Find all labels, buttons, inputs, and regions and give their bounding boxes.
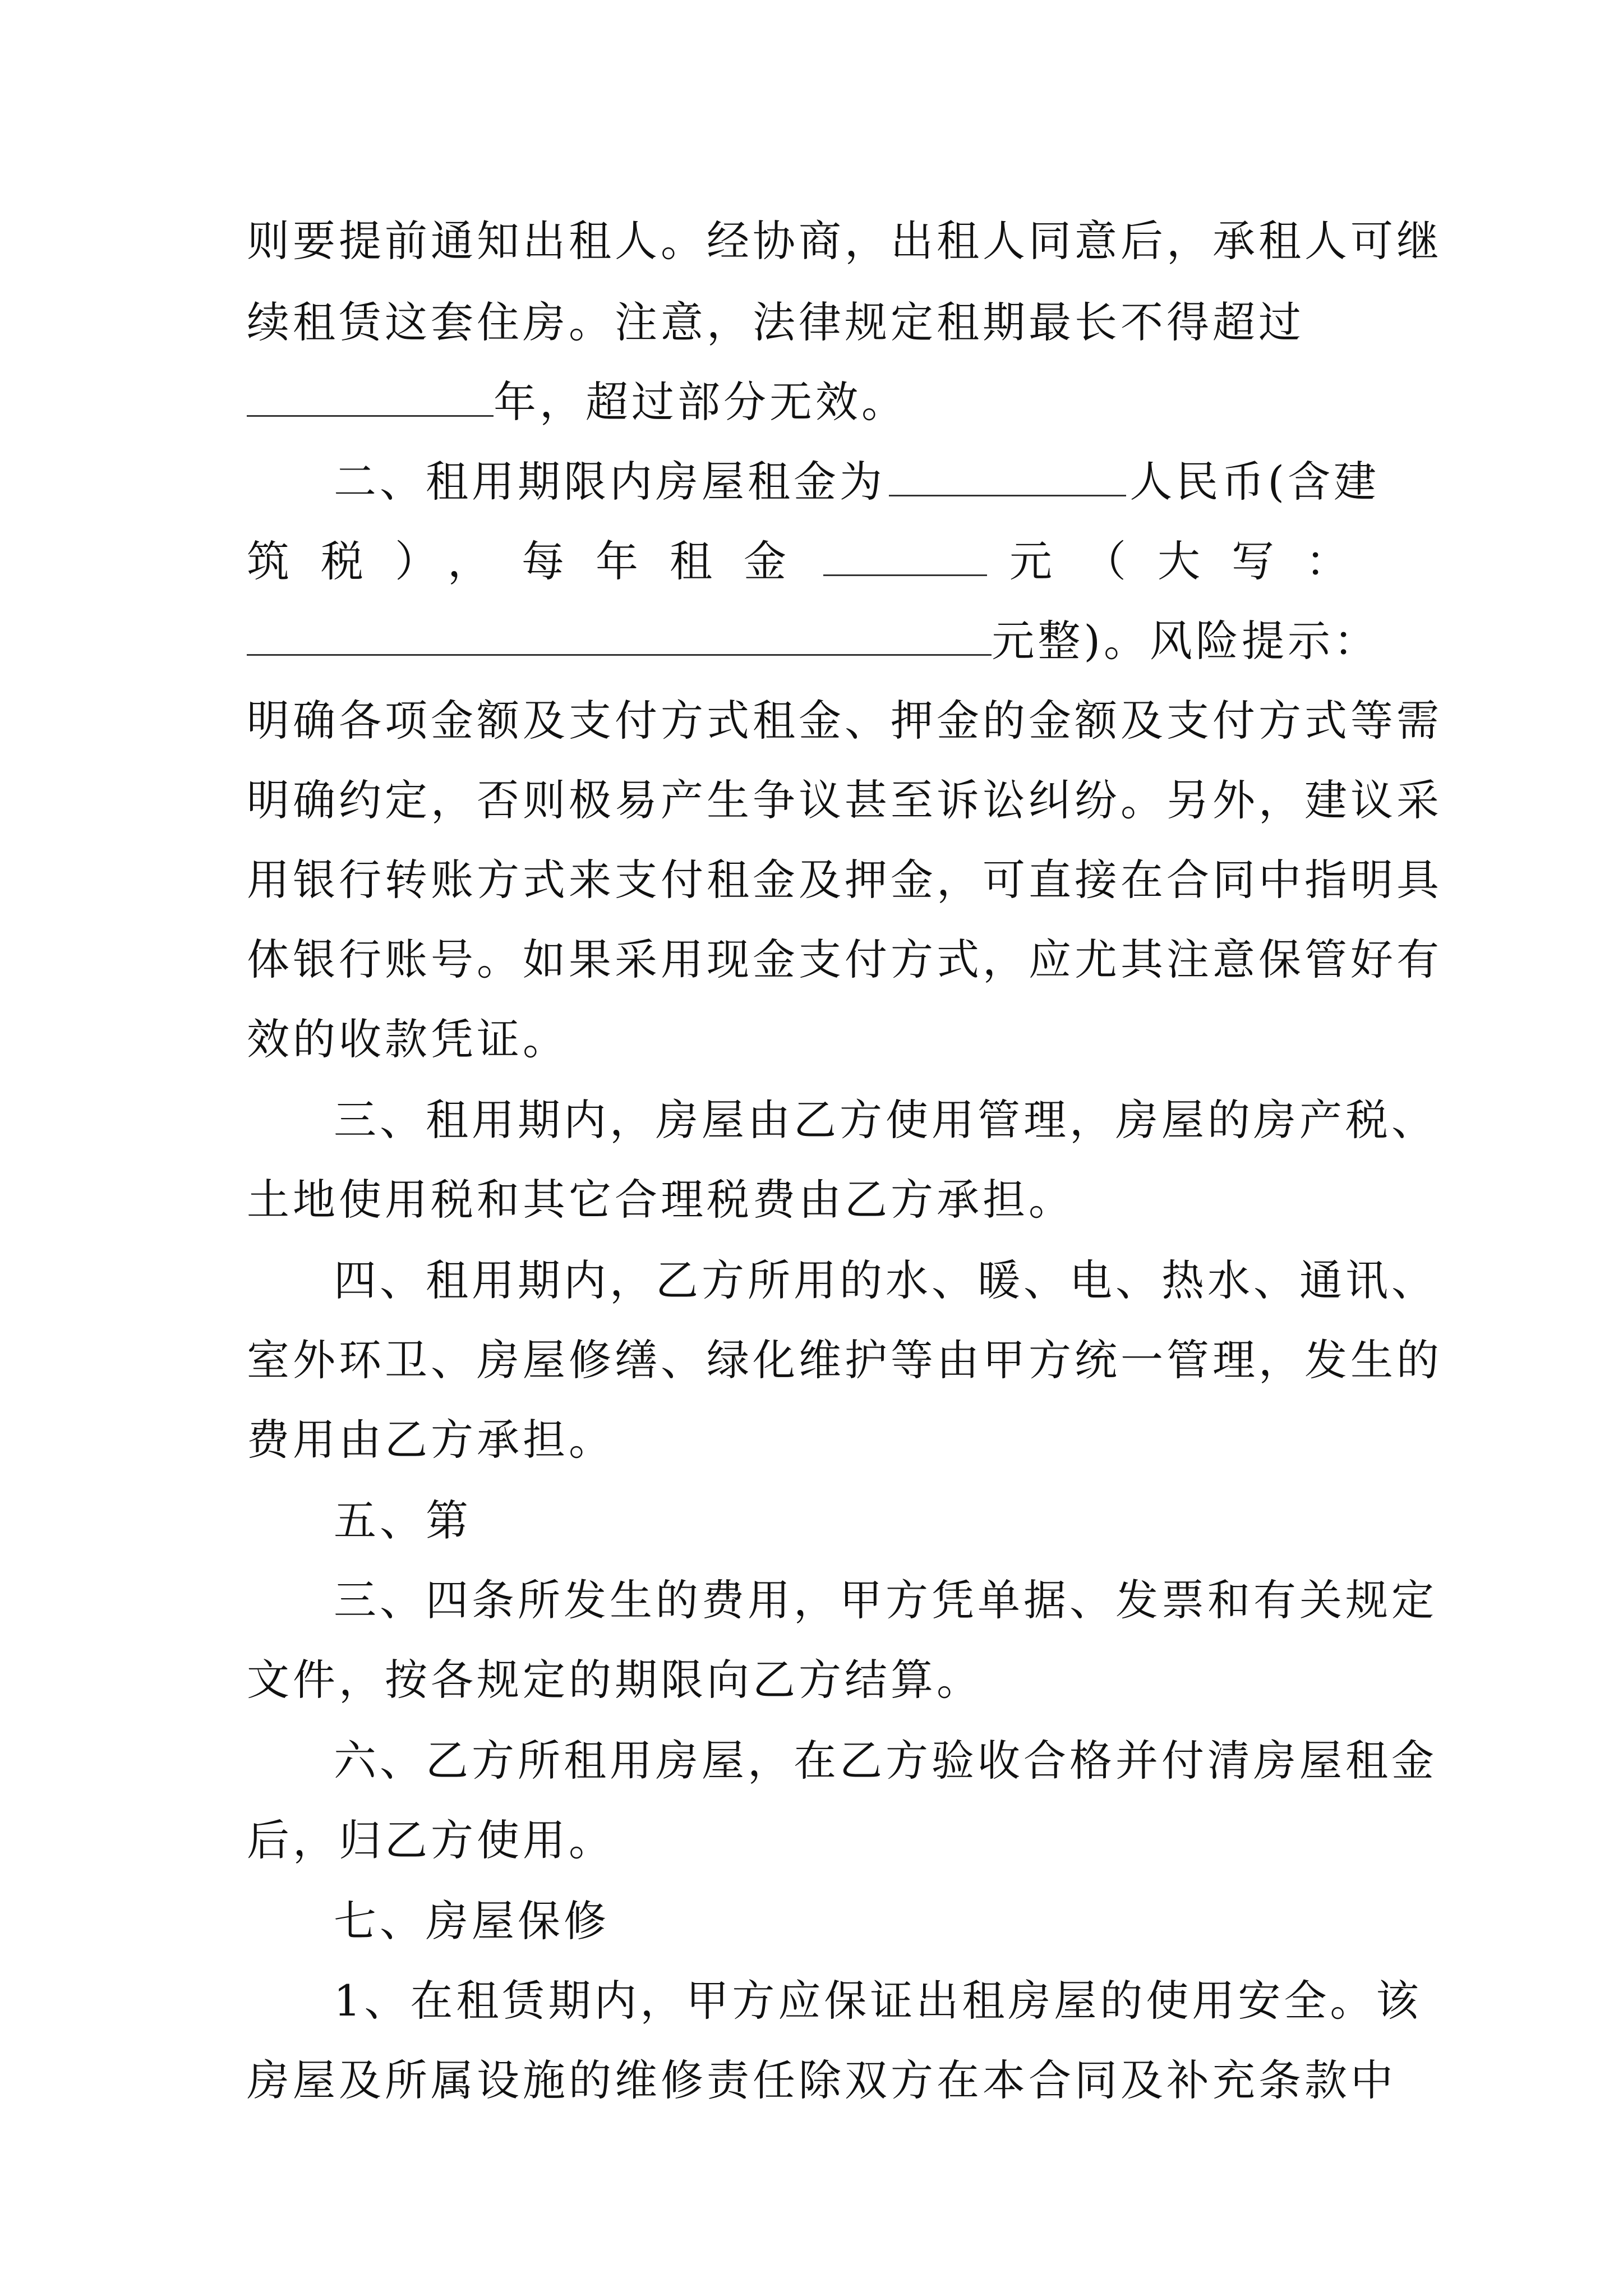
text-line: 土地使用税和其它合理税费由乙方承担。 (247, 1175, 1075, 1225)
text-line: 七、房屋保修 (334, 1896, 610, 1946)
text-line: 五、第 (334, 1496, 472, 1545)
text-line: 用银行转账方式来支付租金及押金，可直接在合同中指明具 (247, 855, 1442, 905)
fill-blank[interactable] (889, 457, 1126, 496)
text-line: 六、乙方所租用房屋，在乙方验收合格并付清房屋租金 (334, 1736, 1437, 1786)
text-segment: 元整)。风险提示： (992, 616, 1380, 666)
text-line: 三、四条所发生的费用，甲方凭单据、发票和有关规定 (334, 1575, 1437, 1625)
text-line: 则要提前通知出租人。经协商，出租人同意后，承租人可继 (247, 216, 1442, 266)
text-line: 四、租用期内，乙方所用的水、暖、电、热水、通讯、 (334, 1255, 1437, 1305)
text-line: 明确约定，否则极易产生争议甚至诉讼纠纷。另外，建议采 (247, 775, 1442, 825)
text-line: 后，归乙方使用。 (247, 1815, 615, 1865)
text-line: 文件，按各规定的期限向乙方结算。 (247, 1655, 983, 1705)
text-segment: 年，超过部分无效。 (494, 377, 907, 427)
text-line: 室外环卫、房屋修缮、绿化维护等由甲方统一管理，发生的 (247, 1335, 1442, 1385)
text-line (247, 614, 1380, 668)
text-line (334, 455, 1380, 509)
text-line: 效的收款凭证。 (247, 1014, 569, 1064)
text-segment: 元（大写： (1009, 536, 1380, 586)
text-segment: 二、租用期限内房屋租金为 (334, 457, 886, 507)
text-line: 费用由乙方承担。 (247, 1415, 615, 1465)
text-line: 体银行账号。如果采用现金支付方式，应尤其注意保管好有 (247, 935, 1442, 984)
fill-blank[interactable] (247, 616, 992, 656)
text-line: 房屋及所属设施的维修责任除双方在本合同及补充条款中 (247, 2055, 1396, 2105)
text-line: 明确各项金额及支付方式租金、押金的金额及支付方式等需 (247, 696, 1442, 746)
text-line (247, 535, 1380, 588)
text-segment: 筑税），每年租金 (247, 536, 818, 586)
fill-blank[interactable] (823, 536, 987, 576)
text-line: 三、租用期内，房屋由乙方使用管理，房屋的房产税、 (334, 1095, 1437, 1145)
fill-blank[interactable] (247, 377, 494, 417)
text-line: 1、在租赁期内，甲方应保证出租房屋的使用安全。该 (334, 1976, 1422, 2026)
text-line (247, 375, 1380, 429)
text-line: 续租赁这套住房。注意，法律规定租期最长不得超过 (247, 297, 1304, 347)
text-segment: 人民币(含建 (1129, 457, 1380, 507)
